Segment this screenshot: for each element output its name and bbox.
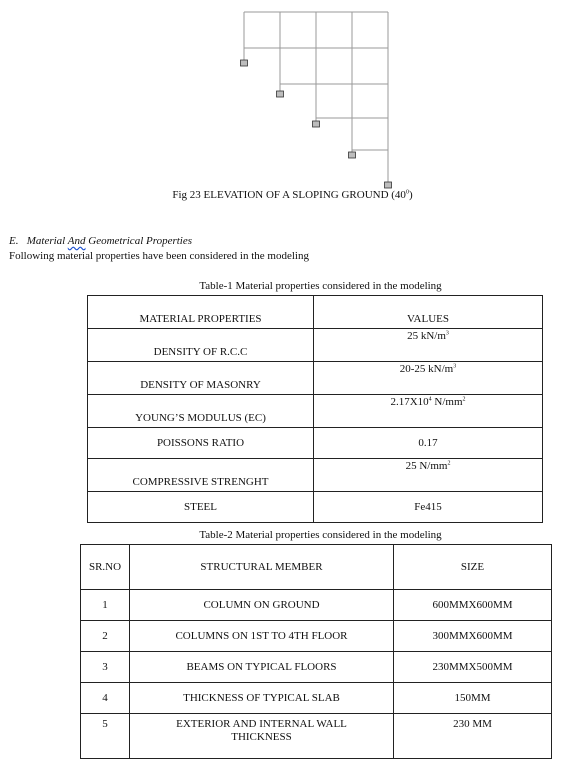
table-row [88,329,543,362]
table-cell: STEEL [88,492,314,523]
table1-caption: Table-1 Material properties considered in the modeling [199,280,442,292]
table2-caption: Table-2 Material properties considered in the modeling [199,529,442,541]
header-values: VALUES [314,296,543,329]
support-2 [277,91,284,97]
table-cell: THICKNESS OF TYPICAL SLAB [130,683,394,714]
table-cell: 25 $N/mm^2$ [314,459,543,492]
table-cell: $2.17X10^4$ $N/mm^2$ [314,395,543,428]
table-cell: YOUNG’S MODULUS (EC) [88,395,314,428]
header-size: SIZE [394,545,552,590]
table-cell: BEAMS ON TYPICAL FLOORS [130,652,394,683]
table-row [88,428,543,459]
table-cell: 25 $kN/m^3$ [314,329,543,362]
table-cell: 5 [81,714,130,759]
table-row [81,683,552,714]
table-cell: 1 [81,590,130,621]
table-cell: 230 MM [394,714,552,759]
table-cell: 0.17 [314,428,543,459]
table-cell: 4 [81,683,130,714]
table-cell: Fe415 [314,492,543,523]
table-row [81,621,552,652]
table-row [88,362,543,395]
section-heading: E. Material And Geometrical Properties [9,235,193,247]
table-cell: 20-25 $kN/m^3$ [314,362,543,395]
figure-caption: Fig 23 ELEVATION OF A SLOPING GROUND $(40^0)$ [172,189,413,201]
table-cell: 600MMX600MM [394,590,552,621]
table-cell: 230MMX500MM [394,652,552,683]
table-row [88,459,543,492]
table-row [88,395,543,428]
support-4 [349,152,356,158]
table-cell: COLUMN ON GROUND [130,590,394,621]
table-row [81,652,552,683]
table-row [88,492,543,523]
table-cell: 2 [81,621,130,652]
table-cell: 300MMX600MM [394,621,552,652]
table-cell: DENSITY OF R.C.C [88,329,314,362]
structural-members-table [80,544,552,759]
sloping-ground-elevation-figure [0,0,585,190]
table-cell: 3 [81,652,130,683]
table-row [88,296,543,329]
material-properties-table [87,295,543,523]
table-row [81,590,552,621]
header-sr-no: SR.NO [81,545,130,590]
table-cell: COLUMNS ON 1ST TO 4TH FLOOR [130,621,394,652]
table-cell: COMPRESSIVE STRENGHT [88,459,314,492]
table-cell: POISSONS RATIO [88,428,314,459]
support-3 [313,121,320,127]
header-structural-member: STRUCTURAL MEMBER [130,545,394,590]
section-intro: Following material properties have been considered in the modeling [9,250,309,262]
table-row [81,545,552,590]
table-row [81,714,552,759]
table-cell: 150MM [394,683,552,714]
header-material-properties: MATERIAL PROPERTIES [88,296,314,329]
table-cell: EXTERIOR AND INTERNAL WALL THICKNESS [130,714,394,759]
table-cell: DENSITY OF MASONRY [88,362,314,395]
support-5 [385,182,392,188]
support-1 [241,60,248,66]
